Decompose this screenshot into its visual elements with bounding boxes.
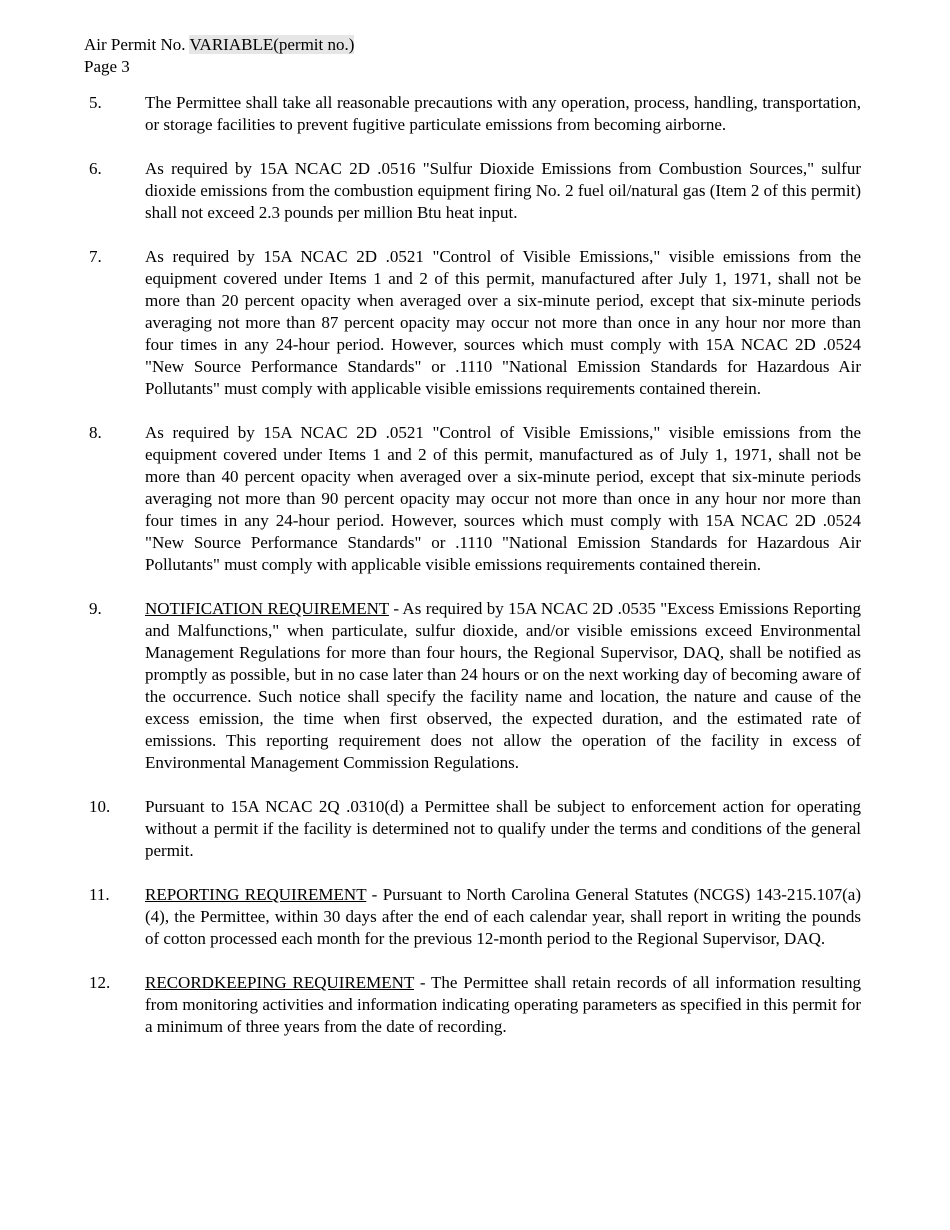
condition-text: As required by 15A NCAC 2D .0516 "Sulfur Dioxide Emissions from Combustion Sources," sulfur dioxide emissions from the combustion equipment firing No. 2 fuel oil/natural gas (Item 2 of this permit) shall not exceed 2.3 pounds per million Btu heat input. (145, 159, 861, 222)
condition-number: 12. (89, 973, 111, 992)
condition-number: 7. (89, 247, 102, 266)
condition-body (145, 972, 861, 1038)
condition-number: 6. (89, 159, 102, 178)
condition-item (84, 422, 861, 576)
condition-number: 10. (89, 797, 111, 816)
condition-body (145, 884, 861, 950)
page-header (84, 34, 861, 78)
condition-text: - As required by 15A NCAC 2D .0535 "Excess Emissions Reporting and Malfunctions," when particulate, sulfur dioxide, and/or visible emissions exceed Environmental Management Regulations for more than four hours, the Regional Supervisor, DAQ, shall be notified as promptly as possible, but in no case later than 24 hours or on the next working day of becoming aware of the occurrence. Such notice shall specify the facility name and location, the nature and cause of the excess emission, the time when first observed, the expected duration, and the estimated rate of emissions. This reporting requirement does not allow the operation of the facility in excess of Environmental Management Commission Regulations. (145, 599, 862, 772)
condition-number: 9. (89, 599, 102, 618)
condition-number: 5. (89, 93, 102, 112)
condition-list (84, 92, 861, 1038)
condition-item (84, 158, 861, 224)
page-number: Page 3 (84, 57, 130, 76)
condition-heading: RECORDKEEPING REQUIREMENT (145, 973, 415, 992)
condition-item (84, 972, 861, 1038)
condition-text: - Pursuant to North Carolina General Statutes (NCGS) 143-215.107(a)(4), the Permittee, within 30 days after the end of each calendar year, shall report in writing the pounds of cotton processed each month for the previous 12-month period to the Regional Supervisor, DAQ. (145, 885, 861, 948)
condition-text: The Permittee shall take all reasonable precautions with any operation, process, handling, transportation, or storage facilities to prevent fugitive particulate emissions from becoming airborne. (145, 93, 861, 134)
condition-text: - The Permittee shall retain records of all information resulting from monitoring activities and information indicating operating parameters as specified in this permit for a minimum of three years from the date of recording. (145, 973, 861, 1036)
condition-item (84, 598, 861, 774)
condition-text: As required by 15A NCAC 2D .0521 "Control of Visible Emissions," visible emissions from the equipment covered under Items 1 and 2 of this permit, manufactured as of July 1, 1971, shall not be more than 40 percent opacity when averaged over a six-minute period, except that six-minute periods averaging not more than 90 percent opacity may occur not more than once in any hour nor more than four times in any 24-hour period. However, sources which must comply with 15A NCAC 2D .0524 "New Source Performance Standards" or .1110 "National Emission Standards for Hazardous Air Pollutants" must comply with applicable visible emissions requirements contained therein. (145, 423, 861, 574)
permit-number-hint: (permit no.) (273, 35, 355, 54)
condition-item (84, 92, 861, 136)
condition-number: 8. (89, 423, 102, 442)
permit-line (84, 34, 861, 56)
condition-text: As required by 15A NCAC 2D .0521 "Control of Visible Emissions," visible emissions from the equipment covered under Items 1 and 2 of this permit, manufactured after July 1, 1971, shall not be more than 20 percent opacity when averaged over a six-minute period, except that six-minute periods averaging not more than 87 percent opacity may occur not more than once in any hour nor more than four times in any 24-hour period. However, sources which must comply with 15A NCAC 2D .0524 "New Source Performance Standards" or .1110 "National Emission Standards for Hazardous Air Pollutants" must comply with applicable visible emissions requirements contained therein. (145, 247, 861, 398)
condition-item (84, 884, 861, 950)
permit-prefix: Air Permit No. (84, 35, 190, 54)
permit-number-field: VARIABLE (189, 35, 274, 54)
condition-number: 11. (89, 885, 110, 904)
condition-item (84, 796, 861, 862)
condition-heading: NOTIFICATION REQUIREMENT (145, 599, 389, 618)
condition-heading: REPORTING REQUIREMENT (145, 885, 367, 904)
condition-item (84, 246, 861, 400)
condition-body (145, 598, 861, 774)
condition-text: Pursuant to 15A NCAC 2Q .0310(d) a Permittee shall be subject to enforcement action for operating without a permit if the facility is determined not to qualify under the terms and conditions of the general permit. (145, 797, 861, 860)
